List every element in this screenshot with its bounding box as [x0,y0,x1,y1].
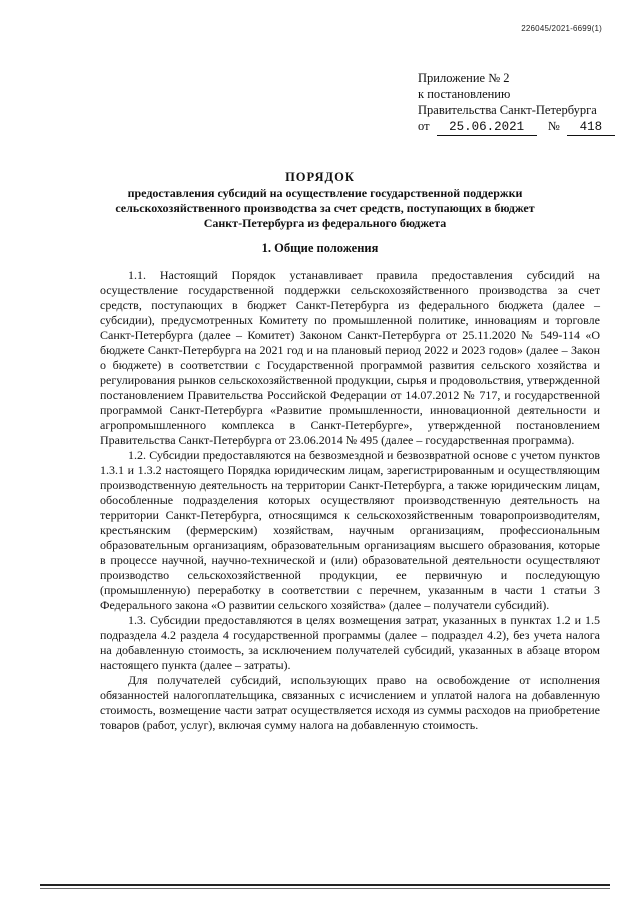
paragraph: 1.1. Настоящий Порядок устанавливает правила предоставления субсидий на осуществление государственной поддержки сельскохозяйственного производства за счет средств, поступающих в бюджет Санкт-Петербурга из федерального бюджета (далее – субсидии), предусмотренных Комитету по промышленной политике, инновациям и торговле Санкт-Петербурга (далее – Комитет) Законом Санкт-Петербурга от 25.11.2020 № 549-114 «О бюджете Санкт-Петербурга на 2021 год и на плановый период 2022 и 2023 годов» (далее – Закон о бюджете) в соответствии с Государственной программой развития сельского хозяйства и регулирования рынков сельскохозяйственной продукции, сырья и продовольствия, утвержденной постановлением Правительства Российской Федерации от 14.07.2012 № 717, и государственной программой Санкт-Петербурга «Развитие промышленности, инновационной деятельности и агропромышленного комплекса в Санкт-Петербурге», утвержденной постановлением Правительства Санкт-Петербурга от 23.06.2014 № 495 (далее – государственная программа). [100,268,600,447]
decree-date: 25.06.2021 [437,119,537,136]
footer-rule [40,884,610,886]
appendix-line-3: Правительства Санкт-Петербурга [418,103,597,117]
appendix-date-line [418,118,615,136]
appendix-line-1: Приложение № 2 [418,71,510,85]
document-body [100,268,600,733]
paragraph: Для получателей субсидий, использующих право на освобождение от исполнения обязанностей налогоплательщика, связанных с исчислением и уплатой налога на добавленную стоимость, возмещение части затрат осуществляется исходя из суммы расходов на приобретение товаров (работ, услуг), включая сумму налога на добавленную стоимость. [100,673,600,732]
paragraph: 1.2. Субсидии предоставляются на безвозмездной и безвозвратной основе с учетом пунктов 1.3.1 и 1.3.2 настоящего Порядка юридическим лицам, зарегистрированным и осуществляющим производственную деятельность на территории Санкт-Петербурга, а также юридическим лицам, обособленные подразделения которых осуществляют производственную деятельность на территории Санкт-Петербурга, относящимся к сельскохозяйственным товаропроизводителям, крестьянским (фермерским) хозяйствам, научным организациям, профессиональным образовательным организациям, образовательным организациям высшего образования, которые в процессе научной, научно-технической и (или) образовательной деятельности осуществляют производство сельскохозяйственной продукции, ее первичную и последующую (промышленную) переработку в соответствии с перечнем, указанным в части 1 статьи 3 Федерального закона «О развитии сельского хозяйства» (далее – получатели субсидий). [100,448,600,612]
number-label: № [547,119,560,133]
section-heading: 1. Общие положения [261,241,379,255]
decree-number: 418 [567,119,615,136]
document-code: 226045/2021-6699(1) [521,24,602,33]
appendix-line-2: к постановлению [418,87,511,101]
appendix-block [418,70,615,136]
from-label: от [418,119,430,133]
footer-rule-thin [40,888,610,889]
paragraph: 1.3. Субсидии предоставляются в целях возмещения затрат, указанных в пунктах 1.2 и 1.5 подраздела 4.2 раздела 4 государственной программы (далее – подраздел 4.2), без учета налога на добавленную стоимость, за исключением получателей субсидий, указанных в абзаце втором настоящего пункта (далее – затраты). [100,613,600,672]
document-title: ПОРЯДОК [285,170,355,184]
document-subtitle: предоставления субсидий на осуществление государственной поддержки сельскохозяйственного производства за счет средств, поступающих в бюджет Санкт-Петербурга из федерального бюджета [115,186,535,230]
